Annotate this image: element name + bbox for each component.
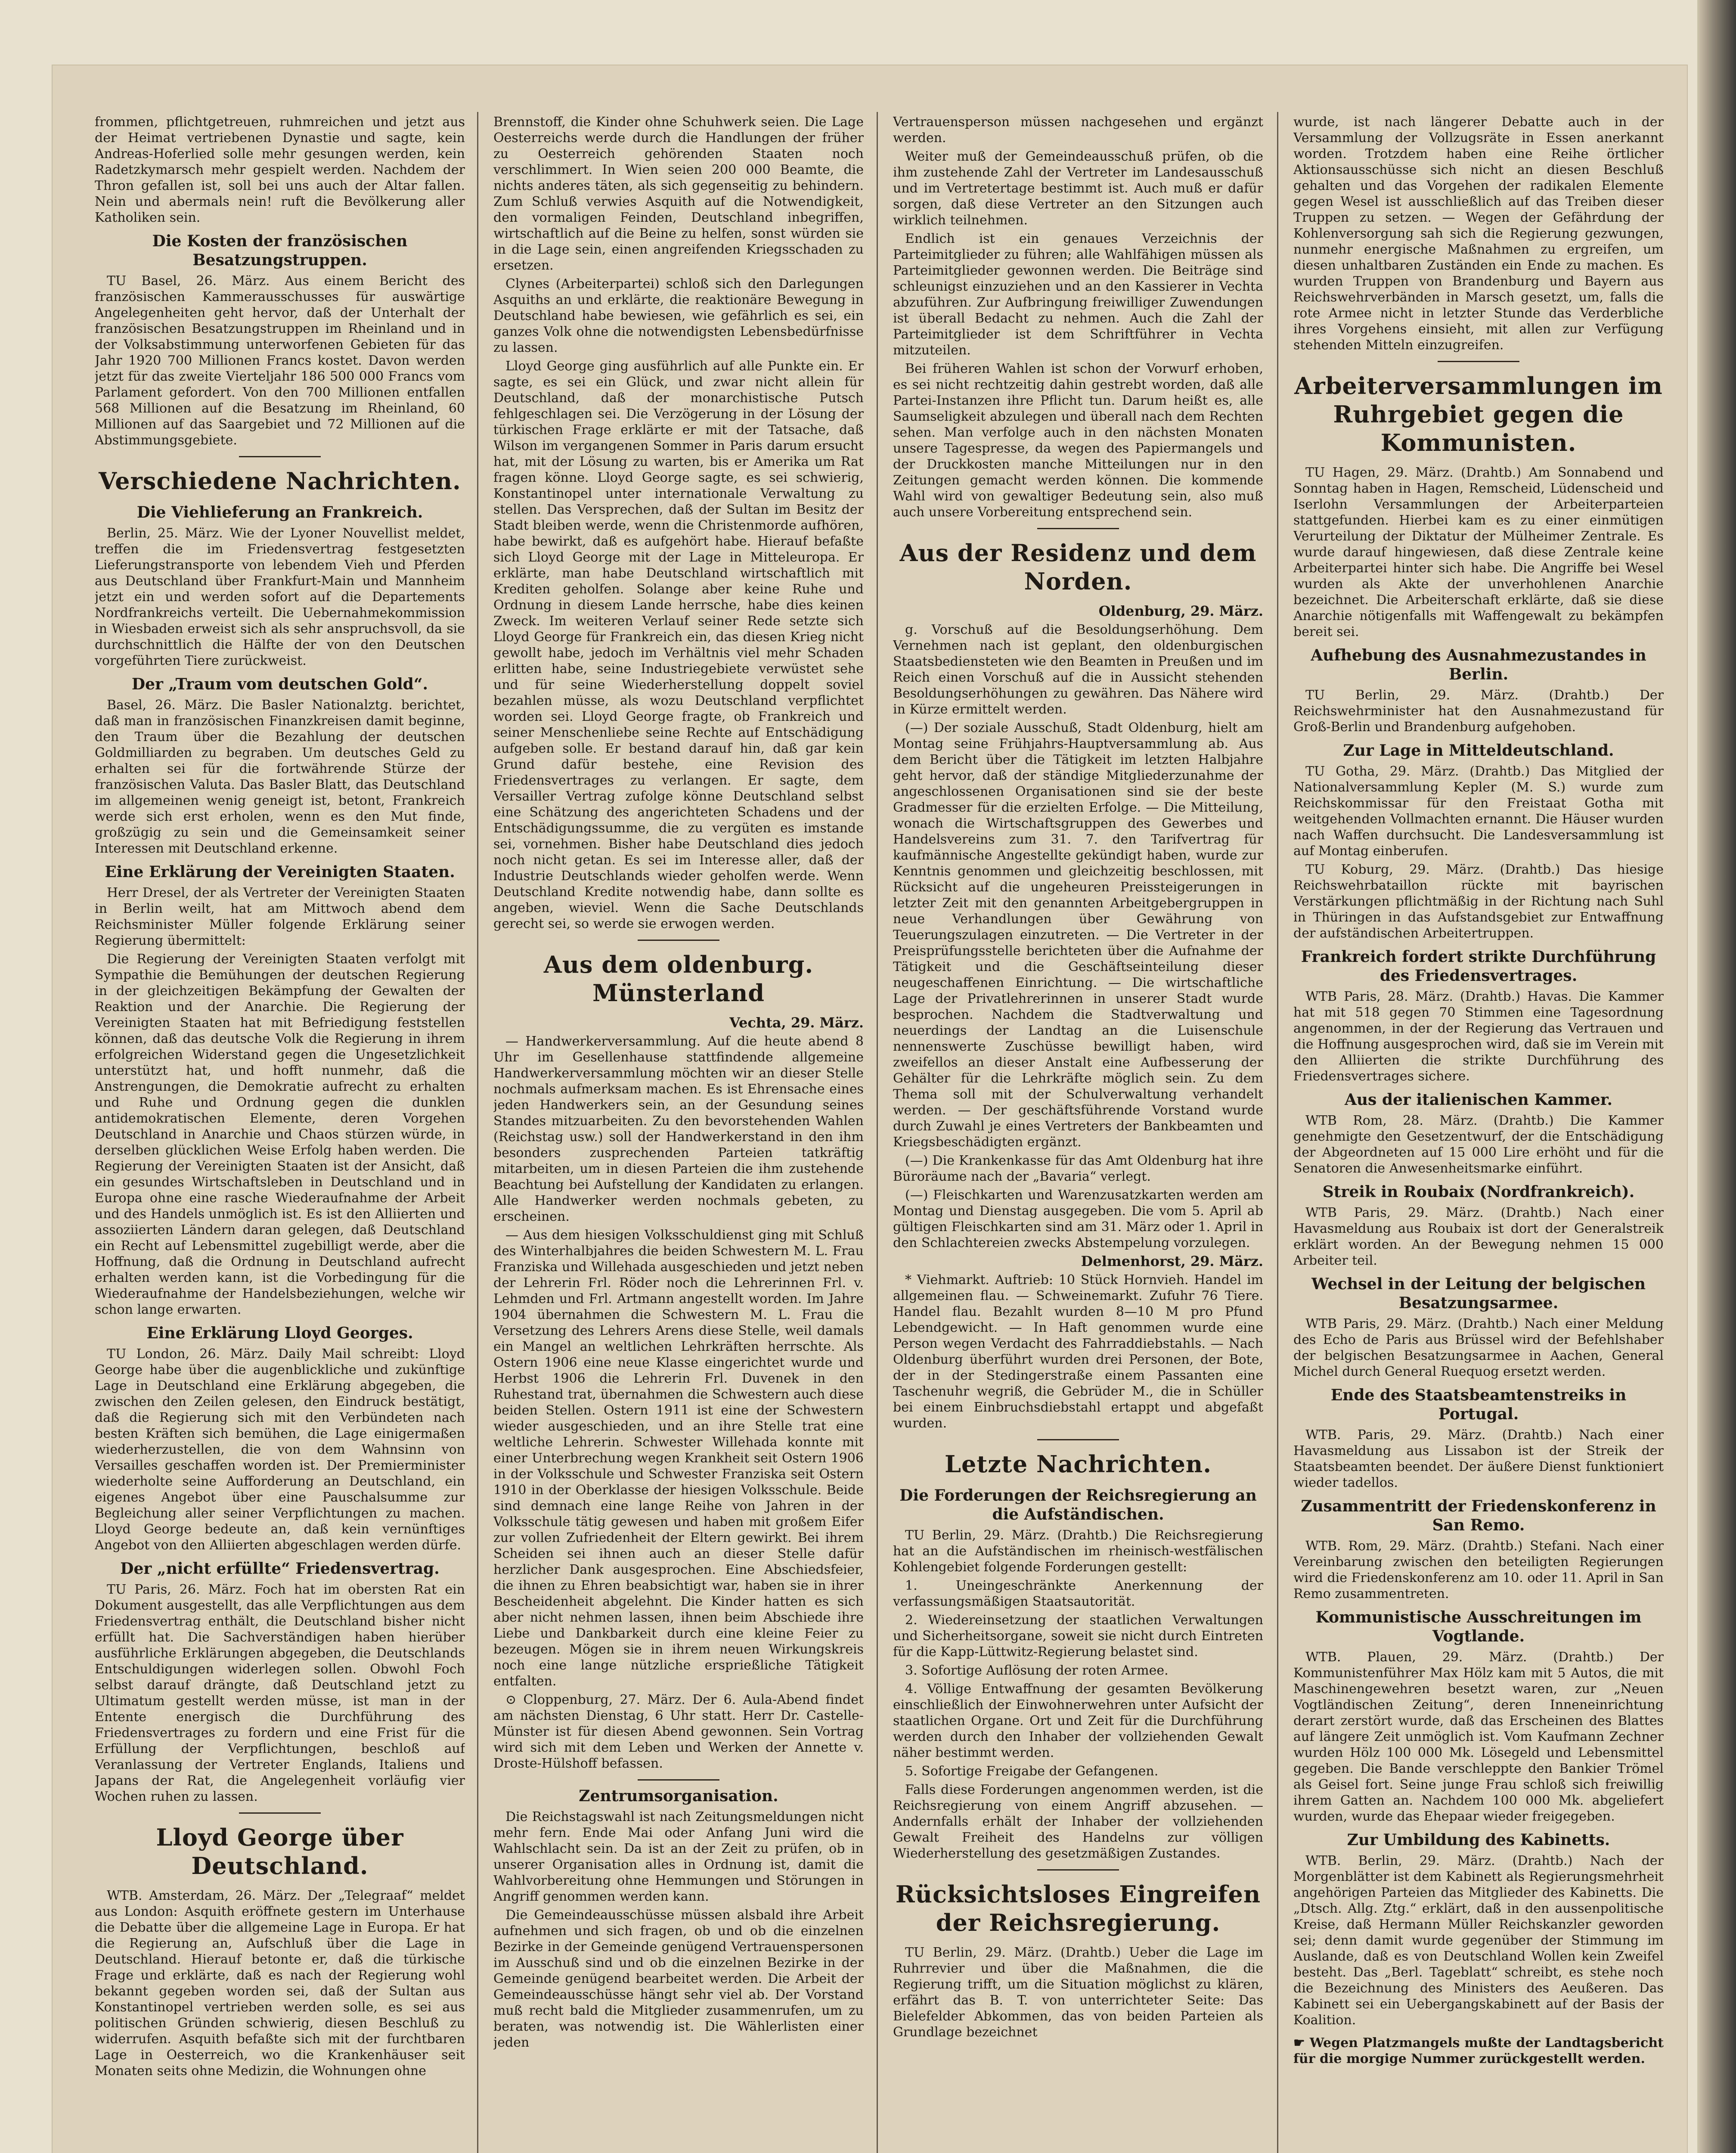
article-paragraph: TU Paris, 26. März. Foch hat im obersten Rat ein Dokument ausgestellt, das alle Verpflichtungen aus dem Friedensvertrag enthält, die Deutschland bisher nicht erfüllt hat. Die Sachverständigen haben hierüber ausführliche Erklärungen abgegeben, die Deutschlands Entschuldigungen widerlegen sollen. Obwohl Foch selbst darauf drängte, daß Deutschland jetzt zu Ultimatum gestellt werden müsse, ist man in der Entente energisch die Durchführung des Friedensvertrages zu fordern und eine Frist für die Erfüllung der Verpflichtungen, beschloß auf Veranlassung der Vertreter Englands, Italiens und Japans der Rat, die Angelegenheit vorläufig vier Wochen ruhen zu lassen. bbox=[95, 1582, 465, 1804]
section-heading: Aus der Residenz und dem Norden. bbox=[899, 539, 1257, 595]
section-heading: Rücksichtsloses Eingreifen der Reichsregierung. bbox=[895, 1880, 1261, 1936]
article-paragraph: TU Hagen, 29. März. (Drahtb.) Am Sonnabend und Sonntag haben in Hagen, Remscheid, Lüdenscheid und Iserlohn Versammlungen der Arbeiterparteien stattgefunden. Hierbei kam es zu einer einmütigen Verurteilung der Diktatur der Mülheimer Zentrale. Es wurde darauf hingewiesen, daß diese Zentrale keine Arbeiterpartei hinter sich habe. Die Angriffe bei Wesel wurden als Akte der unverhohlenen Anarchie bezeichnet. Die Arbeiterschaft erklärte, daß sie diese Anarchie nötigenfalls mit Waffengewalt zu bekämpfen bereit sei. bbox=[1293, 465, 1664, 639]
dateline: Oldenburg, 29. März. bbox=[1098, 603, 1263, 619]
article-paragraph: TU Berlin, 29. März. (Drahtb.) Der Reichswehrminister hat den Ausnahmezustand für Groß-Berlin und Brandenburg aufgehoben. bbox=[1293, 688, 1664, 735]
article-paragraph: Lloyd George ging ausführlich auf alle Punkte ein. Er sagte, es sei ein Glück, und zwar nicht allein für Deutschland, daß der monarchistische Putsch fehlgeschlagen sei. Die Verzögerung in der Lösung der türkischen Frage erklärte er mit der Tatsache, daß Wilson im vergangenen Sommer in Paris darum ersucht hat, mit der Lösung zu warten, bis er Amerika um Rat fragen könne. Lloyd George sagte, es sei schwierig, Konstantinopel unter internationale Verwaltung zu stellen. Das Versprechen, daß der Sultan im Besitz der Stadt bleiben werde, wenn die Christenmorde aufhören, habe bewirkt, daß es aufgehört habe. Hierauf befaßte sich Lloyd George mit der Lage in Mitteleuropa. Er erklärte, man habe Deutschland wirtschaftlich mit Krediten geholfen. Solange aber keine Ruhe und Ordnung in diesem Lande herrsche, habe dies keinen Zweck. Im weiteren Verlauf seiner Rede setzte sich Lloyd George für Frankreich ein, das diesen Krieg nicht gewollt habe, jedoch im Verhältnis viel mehr Schaden erlitten habe, seine Industriegebiete verwüstet sehe und für seine Wiederherstellung doppelt soviel bezahlen müsse, als wozu Deutschland verpflichtet worden sei. Lloyd George fragte, ob Frankreich und seiner Menschenliebe seine Rechte auf Entschädigung aufgeben solle. Er bestand darauf hin, daß gar kein Grund dafür bestehe, eine Revision des Friedensvertrages zu verlangen. Er sagte, dem Versailler Vertrag zufolge könne Deutschland selbst eine Schätzung des angerichteten Schadens und der Entschädigungssumme, die zu vergüten es imstande sei, vornehmen. Bisher habe Deutschland dies jedoch noch nicht getan. Es sei im Interesse aller, daß der Industrie Deutschlands wieder geholfen werde. Wenn Deutschland Kredite notwendig habe, dann sollte es angeben, wieviel. Wenn die Sache Deutschlands gerecht sei, so werde sie erwogen werden. bbox=[493, 359, 864, 931]
article-heading: Streik in Roubaix (Nordfrankreich). bbox=[1322, 1183, 1635, 1201]
article-paragraph: Basel, 26. März. Die Basler Nationalztg. berichtet, daß man in französischen Finanzkreisen damit beginne, den Traum über die Bezahlung der deutschen Goldmilliarden zu begraben. Um deutsches Geld zu erhalten sei für die fortwährende Stürze der französischen Valuta. Das Basler Blatt, das Deutschland im allgemeinen wenig geneigt ist, betont, Frankreich werde sich erst erholen, wenn es den Mut finde, großzügig zu sein und die Gemeinsamkeit seiner Interessen mit Deutschland erkenne. bbox=[95, 698, 465, 856]
section-divider bbox=[638, 940, 719, 941]
section-divider bbox=[1037, 528, 1119, 529]
column-rule bbox=[1277, 112, 1278, 2153]
article-paragraph: WTB. Berlin, 29. März. (Drahtb.) Nach der Morgenblätter ist dem Kabinett als Regierungsmehrheit angehörigen Parteien das Mitglieder des Kabinetts. Die „Dtsch. Allg. Ztg.“ erklärt, daß in den aussenpolitische Kreise, daß Hermann Müller Reichskanzler geworden sei; denn damit wurde gegenüber der Stimmung im Auslande, daß es von Deutschland Wollen kein Zweifel besteht. Das „Berl. Tageblatt“ schreibt, es stehe noch die Bezeichnung des Ministers des Aeußeren. Das Kabinett sei ein Uebergangskabinett auf der Basis der Koalition. bbox=[1293, 1853, 1664, 2028]
article-heading: Zentrumsorganisation. bbox=[579, 1787, 778, 1805]
article-paragraph: Berlin, 25. März. Wie der Lyoner Nouvellist meldet, treffen die im Friedensvertrag festgesetzten Lieferungstransporte von lebendem Vieh und Pferden aus Deutschland über Frankfurt-Main und Mannheim jetzt ein und werden sofort auf die Departements Nordfrankreichs verteilt. Die Uebernahmekommission in Wiesbaden erweist sich als sehr anspruchsvoll, da sie durchschnittlich die Hälfte der von den Deutschen vorgeführten Tiere zurückweist. bbox=[95, 526, 465, 668]
article-paragraph: TU Koburg, 29. März. (Drahtb.) Das hiesige Reichswehrbataillon rückte mit bayrischen Verstärkungen pflichtmäßig in der Richtung nach Suhl in Thüringen in das Aufstandsgebiet zur Entwaffnung der aufständischen Arbeitertruppen. bbox=[1293, 862, 1664, 941]
section-divider bbox=[239, 1812, 321, 1814]
article-paragraph: (—) Fleischkarten und Warenzusatzkarten werden am Montag und Dienstag ausgegeben. Die vom 5. April ab gültigen Fleischkarten sind am 31. März oder 1. April in den Schlachtereien zwecks Abstempelung vorzulegen. bbox=[893, 1188, 1263, 1250]
article-paragraph: WTB Rom, 28. März. (Drahtb.) Die Kammer genehmigte den Gesetzentwurf, der die Entschädigung der Abgeordneten auf 15 000 Lire erhöht und für die Senatoren die Anwesenheitsmarke einführt. bbox=[1293, 1113, 1664, 1176]
article-heading: Die Viehlieferung an Frankreich. bbox=[136, 503, 423, 521]
article-paragraph: WTB Paris, 28. März. (Drahtb.) Havas. Die Kammer hat mit 518 gegen 70 Stimmen eine Tagesordnung angenommen, in der der Regierung das Vertrauen und die Hoffnung ausgesprochen wird, daß sie im Verein mit den Alliierten die strikte Durchführung des Friedensvertrages sichere. bbox=[1293, 989, 1664, 1084]
article-paragraph: 4. Völlige Entwaffnung der gesamten Bevölkerung einschließlich der Einwohnerwehren unter Aufsicht der staatlichen Organe. Ort und Zeit für die Durchführung werden durch den Inhaber der vollziehenden Gewalt näher bestimmt werden. bbox=[893, 1681, 1263, 1760]
column-4 bbox=[1293, 114, 1664, 2153]
article-paragraph: 2. Wiedereinsetzung der staatlichen Verwaltungen und Sicherheitsorgane, soweit sie nicht durch Eintreten für die Kapp-Lüttwitz-Regierung belastet sind. bbox=[893, 1613, 1263, 1660]
article-paragraph: WTB. Amsterdam, 26. März. Der „Telegraaf“ meldet aus London: Asquith eröffnete gestern im Unterhause die Debatte über die allgemeine Lage in Europa. Er hat die Regierung an, Aufschluß über die Lage in Deutschland. Hierauf betonte er, daß die türkische Frage und erklärte, daß es nach der Regierung wohl bekannt gegeben worden sei, daß der Sultan aus Konstantinopel vertrieben werden solle, es sei aus politischen Gründen schwierig, diesen Beschluß zu widerrufen. Asquith befaßte sich mit der furchtbaren Lage in Oesterreich, wo die Krankenhäuser seit Monaten seits ohne Medizin, die Wohnungen ohne bbox=[95, 1888, 465, 2079]
section-heading: Arbeiterversammlungen im Ruhrgebiet gegen die Kommunisten. bbox=[1294, 372, 1663, 456]
section-divider bbox=[1438, 361, 1519, 362]
article-paragraph: WTB. Plauen, 29. März. (Drahtb.) Der Kommunistenführer Max Hölz kam mit 5 Autos, die mit Maschinengewehren besetzt waren, zur „Neuen Vogtländischen Zeitung“, deren Inneneinrichtung derart zerstört wurde, daß das Erscheinen des Blattes auf längere Zeit unmöglich ist. Vom Kaufmann Zechner wurden Hölz 100 000 Mk. Lösegeld und Lebensmittel gegeben. Die Bande verschleppte den Bankier Trömel als Geisel fort. Seine junge Frau schloß sich freiwillig ihrem Gatten an. Nachdem 100 000 Mk. abgeliefert wurden, wurde das Ehepaar wieder freigegeben. bbox=[1293, 1650, 1664, 1824]
article-paragraph: Bei früheren Wahlen ist schon der Vorwurf erhoben, es sei nicht rechtzeitig dahin gestrebt worden, daß alle Partei-Instanzen ihre Pflicht tun. Darum heißt es, alle Saumseligkeit abzulegen und überall nach dem Rechten sehen. Man verfolge auch in den nächsten Monaten unsere Tagespresse, da wegen des Papiermangels und der Druckkosten manche Mitteilungen nur in den Zeitungen gemacht werden können. Die kommende Wahl wird von gewaltiger Bedeutung sein, also muß auch unsere Vorbereitung entsprechend sein. bbox=[893, 361, 1263, 520]
article-paragraph: Weiter muß der Gemeindeausschuß prüfen, ob die ihm zustehende Zahl der Vertreter im Landesausschuß und im Vertretertage bestimmt ist. Auch muß er dafür sorgen, daß diese Vertreter an den Sitzungen auch wirklich teilnehmen. bbox=[893, 149, 1263, 228]
article-heading: Wechsel in der Leitung der belgischen Besatzungsarmee. bbox=[1311, 1275, 1646, 1312]
section-divider bbox=[638, 1779, 719, 1781]
scan-edge bbox=[1697, 0, 1736, 2153]
article-paragraph: TU Berlin, 29. März. (Drahtb.) Die Reichsregierung hat an die Aufständischen im rheinisch-westfälischen Kohlengebiet folgende Forderungen gestellt: bbox=[893, 1528, 1263, 1575]
article-paragraph: WTB. Rom, 29. März. (Drahtb.) Stefani. Nach einer Vereinbarung zwischen den beteiligten Regierungen wird die Friedenskonferenz am 10. oder 11. April in San Remo zusammentreten. bbox=[1293, 1539, 1664, 1601]
article-heading: Frankreich fordert strikte Durchführung des Friedensvertrages. bbox=[1301, 948, 1656, 985]
article-paragraph: Die Gemeindeausschüsse müssen alsbald ihre Arbeit aufnehmen und sich fragen, ob und ob die einzelnen Bezirke in der Gemeinde genügend Vertrauenspersonen im Ausschuß sind und ob die einzelnen Bezirke in der Gemeinde genügend bearbeitet werden. Die Arbeit der Gemeindeausschüsse hängt sehr viel ab. Der Vorstand muß recht bald die Mitglieder zusammenrufen, um zu beraten, was notwendig ist. Die Wählerlisten einer jeden bbox=[493, 1908, 864, 2050]
article-heading: Aus der italienischen Kammer. bbox=[1344, 1091, 1613, 1109]
article-paragraph: TU Basel, 26. März. Aus einem Bericht des französischen Kammerausschusses für auswärtige Angelegenheiten geht hervor, daß der Unterhalt der französischen Besatzungstruppen im Rheinland und in der Volksabstimmung unterworfenen Gebieten für das Jahr 1920 700 Millionen Francs kostet. Davon werden jetzt für das zweite Vierteljahr 186 500 000 Francs vom Parlament gefordert. Von den 700 Millionen entfallen 568 Millionen auf die Besatzung im Rheinland, 60 Millionen auf das Saargebiet und 72 Millionen auf die Abstimmungsgebiete. bbox=[95, 273, 465, 448]
article-paragraph: Die Reichstagswahl ist nach Zeitungsmeldungen nicht mehr fern. Ende Mai oder Anfang Juni wird die Wahlschlacht sein. Da ist an der Zeit zu prüfen, ob in unserer Organisation alles in Ordnung ist, damit die Wahlvorbereitung ohne Hemmungen und Störungen in Angriff genommen werden kann. bbox=[493, 1809, 864, 1904]
section-divider bbox=[1037, 1439, 1119, 1440]
article-heading: Zur Lage in Mitteldeutschland. bbox=[1343, 741, 1614, 760]
column-rule bbox=[477, 112, 478, 2153]
article-heading: Eine Erklärung der Vereinigten Staaten. bbox=[105, 863, 455, 881]
article-heading: Die Forderungen der Reichsregierung an die Aufständischen. bbox=[899, 1486, 1257, 1523]
article-paragraph: ⊙ Cloppenburg, 27. März. Der 6. Aula-Abend findet am nächsten Dienstag, 6 Uhr statt. Herr Dr. Castelle-Münster ist für diesen Abend gewonnen. Sein Vortrag wird sich mit dem Leben und Werken der Annette v. Droste-Hülshoff befassen. bbox=[493, 1692, 864, 1771]
column-rule bbox=[877, 112, 878, 2153]
article-heading: Die Kosten der französischen Besatzungstruppen. bbox=[152, 232, 408, 269]
dateline: Vechta, 29. März. bbox=[729, 1014, 864, 1031]
article-paragraph: Endlich ist ein genaues Verzeichnis der Parteimitglieder zu führen; alle Wahlfähigen müssen als Parteimitglieder gewonnen werden. Die Beiträge sind schleunigst einzuziehen und an den Kassierer in Vechta abzuführen. Zur Aufbringung freiwilliger Zuwendungen ist überall Bedacht zu nehmen. Auch die Zahl der Parteimitglieder ist dem Schriftführer in Vechta mitzuteilen. bbox=[893, 231, 1263, 358]
article-paragraph: frommen, pflichtgetreuen, ruhmreichen und jetzt aus der Heimat vertriebenen Dynastie und sagte, kein Andreas-Hoferlied solle mehr gesungen werden, kein Radetzkymarsch mehr gespielt werden. Nachdem der Thron gefallen ist, soll bei uns auch der Altar fallen. Nein und abermals nein! ruft die Bevölkerung aller Katholiken sein. bbox=[95, 115, 465, 225]
article-paragraph: WTB Paris, 29. März. (Drahtb.) Nach einer Havasmeldung aus Roubaix ist dort der Generalstreik erklärt worden. An der Bewegung nehmen 15 000 Arbeiter teil. bbox=[1293, 1205, 1664, 1268]
editorial-note: ☛ Wegen Platzmangels mußte der Landtagsbericht für die morgige Nummer zurückgestellt werden. bbox=[1293, 2035, 1664, 2066]
article-paragraph: Brennstoff, die Kinder ohne Schuhwerk seien. Die Lage Oesterreichs werde durch die Handlungen der früher zu Oesterreich gehörenden Staaten noch verschlimmert. In Wien seien 200 000 Beamte, die nichts anderes täten, als sich gegenseitig zu behindern. Zum Schluß verwies Asquith auf die Notwendigkeit, den vormaligen Feinden, Deutschland inbegriffen, wirtschaftlich auf die Beine zu helfen, sonst würden sie in die Lage sein, einen angreifenden Kriegsschaden zu ersetzen. bbox=[493, 115, 864, 273]
article-paragraph: WTB Paris, 29. März. (Drahtb.) Nach einer Meldung des Echo de Paris aus Brüssel wird der Befehlshaber der belgischen Besatzungsarmee in Aachen, General Michel durch General Ruequog ersetzt werden. bbox=[1293, 1316, 1664, 1379]
article-paragraph: TU London, 26. März. Daily Mail schreibt: Lloyd George habe über die augenblickliche und zukünftige Lage in Deutschland eine Erklärung abgegeben, die zwischen den Zeilen gelesen, den Eindruck bestätigt, daß die Regierung sich mit den Verbündeten nach besten Kräften sich bemühen, die Lage einigermaßen wiederherzustellen, die von dem Wahnsinn von Versailles geschaffen worden ist. Der Premierminister wiederholte seine Aufforderung an Deutschland, ein eigenes Angebot über eine Pauschalsumme zur Begleichung aller seiner Verpflichtungen zu machen. Lloyd George bedeute an, daß kein vernünftiges Angebot von den Alliierten abgeschlagen werden dürfe. bbox=[95, 1346, 465, 1553]
article-paragraph: Vertrauensperson müssen nachgesehen und ergänzt werden. bbox=[893, 115, 1263, 146]
article-paragraph: WTB. Paris, 29. März. (Drahtb.) Nach einer Havasmeldung aus Lissabon ist der Streik der Staatsbeamten beendet. Der äußere Dienst funktioniert wieder tadellos. bbox=[1293, 1427, 1664, 1490]
article-heading: Aufhebung des Ausnahmezustandes in Berlin. bbox=[1311, 646, 1646, 683]
article-paragraph: — Handwerkerversammlung. Auf die heute abend 8 Uhr im Gesellenhause stattfindende allgemeine Handwerkerversammlung möchten wir an dieser Stelle nochmals aufmerksam machen. Es ist Ehrensache eines jeden Handwerkers sein, an der Gesundung seines Standes mitzuarbeiten. Zu den bevorstehenden Wahlen (Reichstag usw.) soll der Handwerkerstand in den ihm besonders zusprechenden Parteien tatkräftig mitarbeiten, um in diesen Parteien die ihm zustehende Beachtung bei Aufstellung der Kandidaten zu erlangen. Alle Handwerker werden nochmals gebeten, zu erscheinen. bbox=[493, 1034, 864, 1224]
article-paragraph: — Aus dem hiesigen Volksschuldienst ging mit Schluß des Winterhalbjahres die beiden Schwestern M. L. Frau Franziska und Willehada ausgeschieden und jetzt neben der Lehrerin Frl. Röder noch die Lehrerinnen Frl. v. Lehmden und Frl. Artmann angestellt worden. Im Jahre 1904 übernahmen die Schwestern M. L. Frau die Versetzung des Lehrers Arens diese Stelle, weil damals ein Mangel an weltlichen Lehrkräften herrschte. Als Ostern 1906 eine neue Klasse eingerichtet wurde und Herbst 1906 die Lehrerin Frl. Duvenek in den Ruhestand trat, übernahmen die Schwestern auch diese beiden Stellen. Ostern 1911 ist eine der Schwestern wieder ausgeschieden, und an ihre Stelle trat eine weltliche Lehrerin. Schwester Willehada konnte mit einer Unterbrechung wegen Krankheit seit Ostern 1906 in der Volksschule und Schwester Franziska seit Ostern 1910 in der Oberklasse der hiesigen Volksschule. Beide sind demnach eine lange Reihe von Jahren in der Volksschule tätig gewesen und haben mit großem Eifer zur vollen Zufriedenheit der Eltern gewirkt. Bei ihrem Scheiden sei ihnen auch an dieser Stelle dafür herzlicher Dank ausgesprochen. Eine Abschiedsfeier, die ihnen zu Ehren beabsichtigt war, haben sie in ihrer Bescheidenheit abgelehnt. Die Kinder hatten es sich aber nicht nehmen lassen, ihnen beim Abschiede ihre Liebe und Dankbarkeit durch eine kleine Feier zu bezeugen. Mögen sie in ihrem neuen Wirkungskreis noch eine lange nützliche ersprießliche Tätigkeit entfalten. bbox=[493, 1228, 864, 1689]
article-heading: Ende des Staatsbeamtenstreiks in Portugal. bbox=[1330, 1386, 1627, 1423]
article-heading: Zur Umbildung des Kabinetts. bbox=[1347, 1831, 1610, 1849]
article-paragraph: Herr Dresel, der als Vertreter der Vereinigten Staaten in Berlin weilt, hat am Mittwoch abend dem Reichsminister Müller folgende Erklärung seiner Regierung übermittelt: bbox=[95, 885, 465, 948]
article-paragraph: wurde, ist nach längerer Debatte auch in der Versammlung der Vollzugsräte in Essen anerkannt worden. Trotzdem haben eine Reihe örtlicher Aktionsausschüsse sich nicht an diesen Beschluß gehalten und das Vorgehen der radikalen Elemente gegen Wesel ist ausschließlich auf das Treiben dieser Truppen zu setzen. — Wegen der Gefährdung der Kohlenversorgung sah sich die Regierung gezwungen, nunmehr energische Maßnahmen zu ergreifen, um diesen unhaltbaren Zuständen ein Ende zu machen. Es wurden Truppen von Brandenburg und Bayern aus Reichswehrverbänden in Marsch gesetzt, um, falls die rote Armee nicht in letzter Stunde das Verderbliche ihres Vorgehens einsieht, mit allen zur Verfügung stehenden Mitteln einzugreifen. bbox=[1293, 115, 1664, 353]
column-3 bbox=[893, 114, 1263, 2153]
article-paragraph: Clynes (Arbeiterpartei) schloß sich den Darlegungen Asquiths an und erklärte, die reaktionäre Bewegung in Deutschland habe bewiesen, wie gefährlich es sei, ein ganzes Volk ohne die notwendigsten Lebensbedürfnisse zu lassen. bbox=[493, 276, 864, 355]
section-divider bbox=[239, 456, 321, 457]
article-paragraph: 3. Sofortige Auflösung der roten Armee. bbox=[905, 1663, 1169, 1678]
article-heading: Der „Traum vom deutschen Gold“. bbox=[131, 675, 428, 693]
section-divider bbox=[1037, 1869, 1119, 1871]
article-paragraph: 1. Uneingeschränkte Anerkennung der verfassungsmäßigen Staatsautorität. bbox=[893, 1578, 1263, 1609]
article-paragraph: TU Berlin, 29. März. (Drahtb.) Ueber die Lage im Ruhrrevier und über die Maßnahmen, die die Regierung trifft, um die Situation möglichst zu klären, erfährt das B. T. von unterrichteter Seite: Das Bielefelder Abkommen, das von beiden Parteien als Grundlage bezeichnet bbox=[893, 1945, 1263, 2040]
article-paragraph: (—) Die Krankenkasse für das Amt Oldenburg hat ihre Büroräume nach der „Bavaria“ verlegt. bbox=[893, 1153, 1263, 1184]
article-paragraph: Die Regierung der Vereinigten Staaten verfolgt mit Sympathie die Bemühungen der deutschen Regierung in der gleichzeitigen Bekämpfung der Gewalten der Reaktion und der Anarchie. Die Regierung der Vereinigten Staaten hat mit Befriedigung feststellen können, daß das deutsche Volk die Regierung in ihrem erfolgreichen Widerstand gegen die Ungesetzlichkeit unterstützt hat, und hofft nunmehr, daß die Anstrengungen, die Demokratie aufrecht zu erhalten und Ruhe und Ordnung gegen die dunklen antidemokratischen Elemente, deren Vorgehen Deutschland in Anarchie und Chaos stürzen würde, in derselben glücklichen Weise Erfolg haben werden. Die Regierung der Vereinigten Staaten ist der Ansicht, daß ein gesundes Wirtschaftsleben in Deutschland und in Europa ohne eine rasche Wiederaufnahme der Arbeit und des Handels unmöglich ist. Es ist den Alliierten und assoziierten Ländern daran gelegen, daß Deutschland ein Recht auf Lebensmittel zugebilligt werde, aber die Hoffnung, daß die Ordnung in Deutschland aufrecht erhalten werden kann, ist die Vorbedingung für die Wiederaufnahme der Handelsbeziehungen, welche wir schon lange erwarten. bbox=[95, 952, 465, 1317]
column-1 bbox=[95, 114, 465, 2153]
article-paragraph: TU Gotha, 29. März. (Drahtb.) Das Mitglied der Nationalversammlung Kepler (M. S.) wurde zum Reichskommissar für den Freistaat Gotha mit weitgehenden Vollmachten ernannt. Die Häuser wurden nach Waffen durchsucht. Die Landesversammlung ist auf Montag einberufen. bbox=[1293, 764, 1664, 859]
section-heading: Lloyd George über Deutschland. bbox=[156, 1824, 404, 1880]
article-heading: Zusammentritt der Friedenskonferenz in San Remo. bbox=[1301, 1497, 1656, 1534]
article-paragraph: g. Vorschuß auf die Besoldungserhöhung. Dem Vernehmen nach ist geplant, den oldenburgischen Staatsbediensteten wie den Beamten in Preußen und im Reich einen Vorschuß auf die in Aussicht stehenden Besoldungserhöhungen zu gewähren. Das Nähere wird in Kürze ermittelt werden. bbox=[893, 622, 1263, 717]
article-heading: Kommunistische Ausschreitungen im Vogtlande. bbox=[1315, 1608, 1642, 1645]
article-paragraph: * Viehmarkt. Auftrieb: 10 Stück Hornvieh. Handel im allgemeinen flau. — Schweinemarkt. Zufuhr 76 Tiere. Handel flau. Bezahlt wurden 8—10 M pro Pfund Lebendgewicht. — In Haft genommen wurde eine Person wegen Verdacht des Fahrraddiebstahls. — Nach Oldenburg überführt wurden drei Personen, der Bote, der in der Stedingerstraße einem Passanten eine Taschenuhr wegriß, die Gebrüder M., die in Schüller bei einem Einbruchsdiebstahl ertappt und abgefaßt wurden. bbox=[893, 1272, 1263, 1431]
article-heading: Eine Erklärung Lloyd Georges. bbox=[146, 1324, 413, 1342]
section-heading: Verschiedene Nachrichten. bbox=[99, 467, 461, 495]
dateline: Delmenhorst, 29. März. bbox=[1081, 1253, 1263, 1269]
section-heading: Letzte Nachrichten. bbox=[945, 1450, 1212, 1478]
column-2 bbox=[493, 114, 864, 2153]
article-paragraph: 5. Sofortige Freigabe der Gefangenen. bbox=[905, 1764, 1159, 1779]
section-heading: Aus dem oldenburg. Münsterland bbox=[543, 951, 814, 1007]
article-paragraph: (—) Der soziale Ausschuß, Stadt Oldenburg, hielt am Montag seine Frühjahrs-Hauptversammlung ab. Aus dem Bericht über die Tätigkeit im letzten Halbjahre geht hervor, daß der ständige Mitgliederzunahme der angeschlossenen Organisationen sind sie der beste Gradmesser für die erzielten Erfolge. — Die Mitteilung, wonach die Wirtschaftsgruppen des Gewerbes und Handelsvereins zum 31. 7. den Tarifvertrag für kaufmännische Angestellte gekündigt haben, wurde zur Kenntnis genommen und gleichzeitig beschlossen, mit Rücksicht auf die ungeheuren Preissteigerungen in letzter Zeit mit den genannten Arbeitgebergruppen in neue Verhandlungen über Gewährung von Teuerungszulagen einzutreten. — Die Vertreter in der Preisprüfungsstelle berichteten über die Aufnahme der Tätigkeit und die Geschäftseinteilung dieser neugeschaffenen Einrichtung. — Die wirtschaftliche Lage der Privatlehrerinnen in unserer Stadt wurde besprochen. Nachdem die Stadtverwaltung und neuerdings der Landtag an die Luisenschule nennenswerte Zuschüsse bewilligt haben, wird zweifellos an dieser Anstalt eine Aufbesserung der Gehälter für die Lehrkräfte möglich sein. Zu dem Thema soll mit der Schulverwaltung verhandelt werden. — Der geschäftsführende Vorstand wurde durch Zuwahl je eines Vertreters der Bankbeamten und Kriegsbeschädigten ergänzt. bbox=[893, 720, 1263, 1150]
article-paragraph: Falls diese Forderungen angenommen werden, ist die Reichsregierung von einem Angriff abzusehen. — Andernfalls erhält der Inhaber der vollziehenden Gewalt Freiheit des Handelns zur völligen Wiederherstellung des gesetzmäßigen Zustandes. bbox=[893, 1782, 1263, 1861]
article-heading: Der „nicht erfüllte“ Friedensvertrag. bbox=[120, 1560, 440, 1578]
